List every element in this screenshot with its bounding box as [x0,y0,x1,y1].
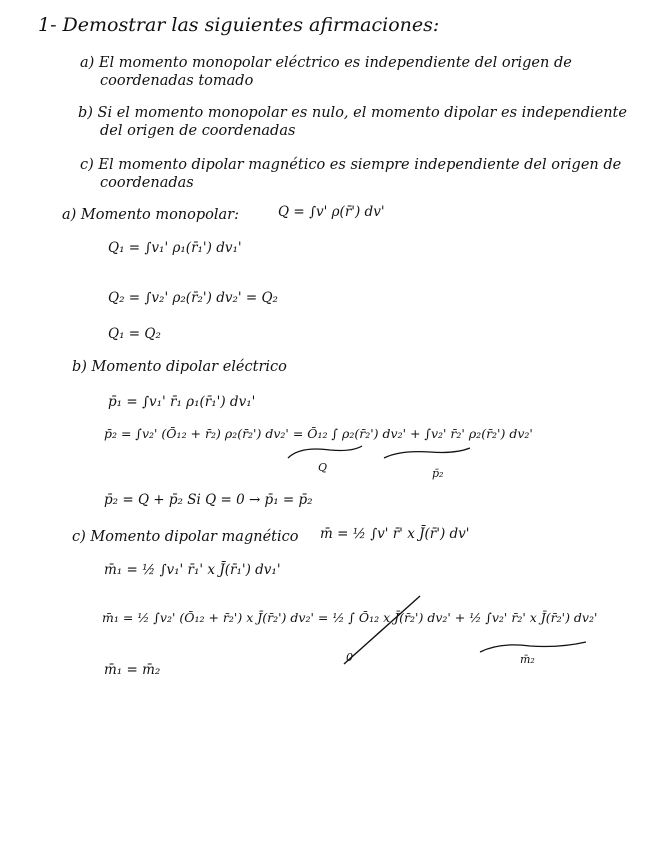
part-c-brace-zero-label: 0 [346,651,353,664]
part-a-q1: Q₁ = ∫v₁' ρ₁(r̄₁') dv₁' [108,240,242,256]
part-c-m2: m̄₁ = ½ ∫v₂' (Ō₁₂ + r̄₂') x J̄(r̄₂') dv₂' = ½ ∫ Ō₁₂ x J̄(r̄₂') dv₂' + ½ ∫v₂' r̄₂' x J̄(r̄₂') dv₂' [102,610,598,625]
part-b-result: p̄₂ = Q + p̄₂ Si Q = 0 → p̄₁ = p̄₂ [104,492,313,508]
part-b-p2: p̄₂ = ∫v₂' (Ō₁₂ + r̄₂) ρ₂(r̄₂') dv₂' = Ō₁₂ ∫ ρ₂(r̄₂') dv₂' + ∫v₂' r̄₂' ρ₂(r̄₂') dv₂' [104,426,533,441]
statement-b-line1: b) Si el momento monopolar es nulo, el momento dipolar es independiente [78,105,627,121]
part-c-heading: c) Momento dipolar magnético [72,529,299,545]
statement-a-line2: coordenadas tomado [100,73,254,89]
part-a-definition: Q = ∫v' ρ(r̄') dv' [278,204,385,220]
part-a-q2: Q₂ = ∫v₂' ρ₂(r̄₂') dv₂' = Q₂ [108,290,278,306]
cross-out-line [344,596,420,664]
part-c-m1: m̄₁ = ½ ∫v₁' r̄₁' x J̄(r̄₁') dv₁' [104,562,281,578]
underbrace-m2 [480,642,586,652]
part-c-brace-m2-label: m̄₂ [520,653,535,666]
statement-c-line2: coordenadas [100,175,194,191]
part-c-result: m̄₁ = m̄₂ [104,662,161,678]
part-b-brace-p2-label: p̄₂ [432,467,444,480]
part-c-definition: m̄ = ½ ∫v' r̄' x J̄(r̄') dv' [320,526,470,542]
part-b-brace-q-label: Q [318,461,328,474]
part-b-heading: b) Momento dipolar eléctrico [72,359,287,375]
part-b-p1: p̄₁ = ∫v₁' r̄₁ ρ₁(r̄₁') dv₁' [108,394,256,410]
underbrace-p2 [384,448,470,458]
statement-b-line2: del origen de coordenadas [100,123,296,139]
page-title: 1- Demostrar las siguientes afirmaciones: [38,14,440,36]
statement-c-line1: c) El momento dipolar magnético es siempre independiente del origen de [80,157,622,173]
part-a-result: Q₁ = Q₂ [108,326,161,342]
underbrace-q [288,446,362,458]
statement-a-line1: a) El momento monopolar eléctrico es independiente del origen de [80,55,572,71]
part-a-heading: a) Momento monopolar: [62,207,239,223]
